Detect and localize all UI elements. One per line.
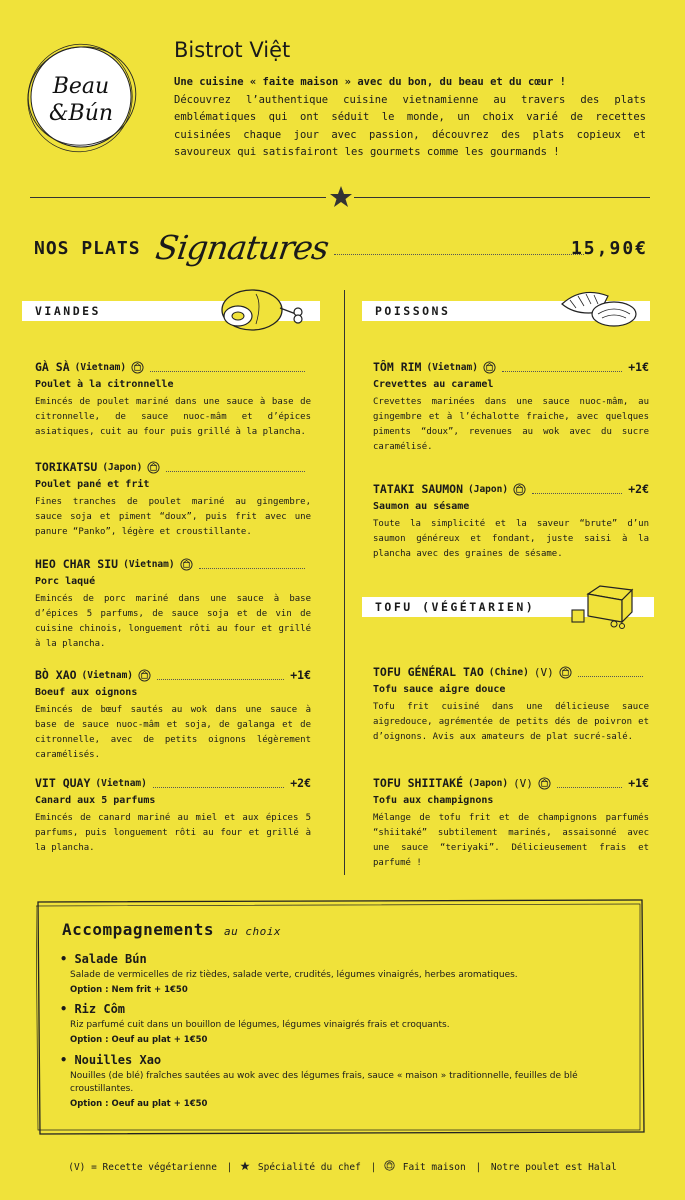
list-item: TORIKATSU (Japon) Poulet pané et frit Fines tranches de poulet mariné au gingembre, sauce soja et piment “doux”, puis frit avec une panure “Panko”, légère et croustillante.	[35, 460, 311, 537]
fait-maison-icon	[483, 361, 496, 374]
ham-icon	[212, 284, 306, 336]
list-item: TÔM RIM (Vietnam) +1€ Crevettes au caramel Crevettes marinées dans une sauce nuoc-mâm, au gingembre et à l’échalotte fraiche, avec quelques piments “doux”, revenues au wok avec du sucre caramélisé.	[373, 360, 649, 452]
list-item: BÒ XAO (Vietnam) +1€ Boeuf aux oignons Emincés de bœuf sautés au wok dans une sauce à base de sauce nuoc-mâm et soja, de galanga et de citronnelle, avec de petits oignons légèrement caramélisés.	[35, 668, 311, 760]
legend-maison: Fait maison	[402, 1162, 466, 1173]
legend-chef: Spécialité du chef	[257, 1162, 361, 1173]
fait-maison-icon	[138, 669, 151, 682]
list-item: • Nouilles Xao Nouilles (de blé) fraîches sautées au wok avec des légumes frais, sauce « maison » traditionnelle, feuilles de blé croustillantes. Option : Oeuf au plat + 1€50	[60, 1053, 578, 1109]
list-item: TATAKI SAUMON (Japon) +2€ Saumon au sésame Toute la simplicité et la saveur “brute” d’un saumon généreux et fondant, juste saisi à la plancha avec des graines de sésame.	[373, 482, 649, 559]
svg-text:&Bún: &Bún	[48, 101, 114, 126]
signatures-script: Signatures	[153, 228, 331, 267]
tofu-icon	[570, 580, 636, 630]
intro-lead: Une cuisine « faite maison » avec du bon, du beau et du cœur !	[174, 76, 566, 88]
fait-maison-icon	[180, 558, 193, 571]
list-item: TOFU SHIITAKÉ (Japon) (V) +1€ Tofu aux champignons Mélange de tofu frit et de champignons parfumés “shiitaké” subtilement marinés, assaisonné avec une sauce “teriyaki”. Délicieusement frais et parfumé !	[373, 776, 649, 868]
fait-maison-icon	[538, 777, 551, 790]
signatures-row	[34, 228, 648, 272]
intro-body: Découvrez l’authentique cuisine vietnamienne au travers des plats emblématiques qui ont séduit le monde, un choix varié de recettes cuisinées chaque jour avec passion, découvrez des plats copieux et savoureux qui satisfairont les gourmets comme les gourmands !	[174, 93, 646, 158]
band-poissons: POISSONS	[362, 301, 650, 321]
band-tofu: TOFU (VÉGÉTARIEN)	[362, 597, 654, 617]
nos-plats-label: NOS PLATS	[34, 238, 141, 259]
accompagnements-title: Accompagnements au choix	[62, 920, 281, 939]
list-item: VIT QUAY (Vietnam) +2€ Canard aux 5 parfums Emincés de canard mariné au miel et aux épices 5 parfums, puis longuement rôti au four et grillé à la plancha.	[35, 776, 311, 853]
star-icon	[240, 1161, 250, 1171]
list-item: TOFU GÉNÉRAL TAO (Chine) (V) Tofu sauce aigre douce Tofu frit cuisiné dans une délicieuse sauce aigredouce, agrémentée de petits dés de poivron et d’oignons. Avis aux amateurs de plat sucré-salé.	[373, 665, 649, 742]
divider-left	[30, 197, 326, 198]
band-viandes: VIANDES	[22, 301, 320, 321]
list-item: • Riz Côm Riz parfumé cuit dans un bouillon de légumes, légumes vinaigrés frais et croquants. Option : Oeuf au plat + 1€50	[60, 1002, 450, 1045]
star-icon	[329, 185, 353, 209]
beau-bun-logo	[22, 38, 140, 156]
fait-maison-icon	[559, 666, 572, 679]
fait-maison-icon	[147, 461, 160, 474]
brand-name: Bistrot Việt	[174, 38, 291, 62]
divider-right	[354, 197, 650, 198]
fait-maison-icon	[131, 361, 144, 374]
fait-maison-icon	[384, 1160, 395, 1171]
signatures-dots	[334, 254, 584, 255]
column-divider	[344, 290, 345, 875]
legend: (V) = Recette végétarienne | Spécialité du chef | Fait maison | Notre poulet est Halal	[68, 1162, 617, 1173]
svg-text:Beau: Beau	[52, 74, 110, 99]
signatures-price: 15,90€	[570, 238, 648, 259]
list-item: GÀ SÀ (Vietnam) Poulet à la citronnelle Emincés de poulet mariné dans une sauce à base de citronnelle, de sauce nuoc-mâm et d’épices asiatiques, cuit au four puis grillé à la plancha.	[35, 360, 311, 437]
fait-maison-icon	[513, 483, 526, 496]
legend-veg: (V) = Recette végétarienne	[68, 1162, 217, 1173]
legend-halal: Notre poulet est Halal	[490, 1162, 617, 1173]
fish-icon	[558, 284, 638, 330]
list-item: HEO CHAR SIU (Vietnam) Porc laqué Emincés de porc mariné dans une sauce à base d’épices 5 parfums, de sauce soja et de vin de cuisine chinois, longuement rôti au four et grillé à la plancha.	[35, 557, 311, 649]
list-item: • Salade Bún Salade de vermicelles de riz tièdes, salade verte, crudités, légumes vinaigrés, herbes aromatiques. Option : Nem frit + 1€50	[60, 952, 518, 995]
intro-text	[174, 74, 646, 162]
